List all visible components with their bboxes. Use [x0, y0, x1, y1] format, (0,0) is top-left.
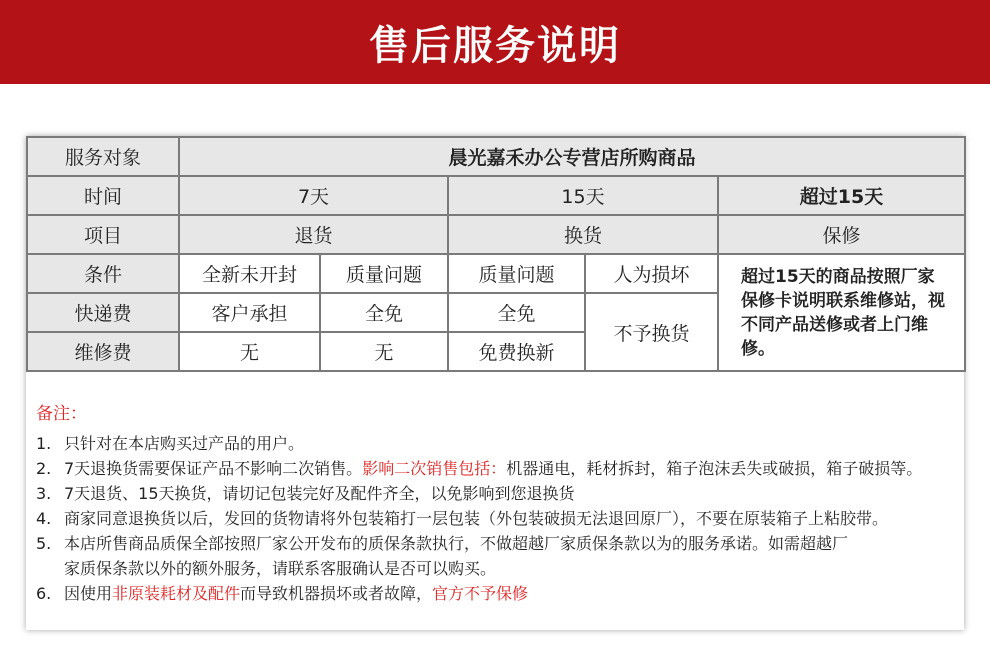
- note-text: 因使用: [64, 584, 113, 603]
- table-row: [27, 137, 965, 176]
- table-row: [27, 176, 965, 215]
- notes-title: 备注：: [36, 404, 87, 424]
- note-number: 2.: [36, 459, 52, 478]
- note-highlight: 非原装耗材及配件: [112, 584, 241, 603]
- notes-section: [36, 402, 956, 606]
- note-text: 7天退货、15天换货，请切记包装完好及配件齐全，以免影响到您退换货: [64, 484, 575, 503]
- row-label-item: 项目: [27, 215, 179, 254]
- header-banner: [0, 0, 990, 84]
- shipping-free-2: 全免: [448, 293, 585, 332]
- condition-quality-issue-2: 质量问题: [448, 254, 585, 293]
- item-exchange: 换货: [448, 215, 718, 254]
- note-number: 6.: [36, 584, 52, 603]
- service-table: [26, 136, 966, 372]
- note-number: 3.: [36, 484, 52, 503]
- repair-none-2: 无: [320, 332, 448, 371]
- condition-unopened: 全新未开封: [179, 254, 320, 293]
- row-label-time: 时间: [27, 176, 179, 215]
- note-item-1: [36, 431, 956, 456]
- note-text: 7天退换货需要保证产品不影响二次销售。: [64, 459, 363, 478]
- note-number: 4.: [36, 509, 52, 528]
- note-number: 5.: [36, 534, 52, 553]
- note-text: 商家同意退换货以后，发回的货物请将外包装箱打一层包装（外包装破损无法退回原厂），不要在原装箱子上粘胶带。: [64, 509, 889, 528]
- note-text: 而导致机器损坏或者故障，: [240, 584, 433, 603]
- time-15days: 15天: [448, 176, 718, 215]
- note-item-2: [36, 456, 956, 481]
- note-highlight: 官方不予保修: [432, 584, 529, 603]
- row-label-shipping-fee: 快递费: [27, 293, 179, 332]
- repair-free-replace: 免费换新: [448, 332, 585, 371]
- service-target-value: 晨光嘉禾办公专营店所购商品: [179, 137, 965, 176]
- table-row: [27, 254, 965, 293]
- note-highlight: 影响二次销售包括：: [362, 459, 507, 478]
- item-return: 退货: [179, 215, 448, 254]
- note-item-6: [36, 581, 956, 606]
- no-exchange: 不予换货: [585, 293, 718, 371]
- service-card: [26, 136, 964, 630]
- repair-none: 无: [179, 332, 320, 371]
- row-label-repair-fee: 维修费: [27, 332, 179, 371]
- note-text: 本店所售商品质保全部按照厂家公开发布的质保条款执行，不做超越厂家质保条款以为的服务承诺。如需超越厂: [64, 534, 849, 553]
- row-label-condition: 条件: [27, 254, 179, 293]
- note-text: 机器通电，耗材拆封，箱子泡沫丢失或破损，箱子破损等。: [506, 459, 923, 478]
- time-over-15days: 超过15天: [718, 176, 965, 215]
- row-label-service-target: 服务对象: [27, 137, 179, 176]
- page-title: 售后服务说明: [369, 22, 621, 69]
- note-number: 1.: [36, 434, 52, 453]
- condition-human-damage: 人为损坏: [585, 254, 718, 293]
- shipping-customer-pays: 客户承担: [179, 293, 320, 332]
- condition-quality-issue: 质量问题: [320, 254, 448, 293]
- warranty-note: 超过15天的商品按照厂家保修卡说明联系维修站，视不同产品送修或者上门维修。: [718, 254, 965, 371]
- note-text: 只针对在本店购买过产品的用户。: [64, 434, 305, 453]
- note-item-4: [36, 506, 956, 531]
- table-row: [27, 215, 965, 254]
- note-item-5: [36, 531, 956, 556]
- time-7days: 7天: [179, 176, 448, 215]
- item-warranty: 保修: [718, 215, 965, 254]
- note-item-3: [36, 481, 956, 506]
- note-item-5-continued: [36, 556, 956, 581]
- shipping-free: 全免: [320, 293, 448, 332]
- note-text: 家质保条款以外的额外服务，请联系客服确认是否可以购买。: [64, 559, 497, 578]
